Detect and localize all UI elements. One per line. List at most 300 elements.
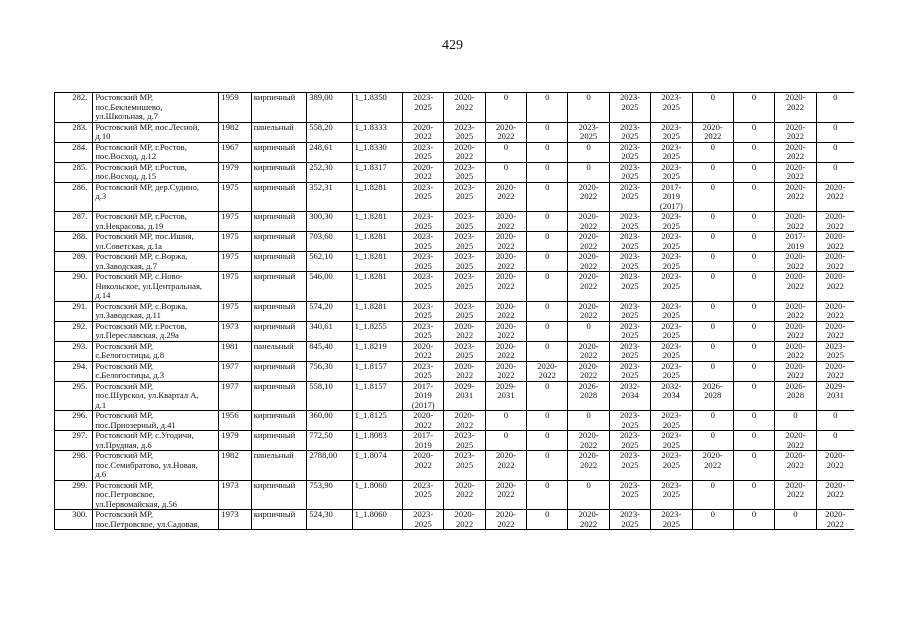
period-cell-line: 2022 <box>786 260 805 271</box>
period-cell-line: 0 <box>710 430 715 440</box>
table-row <box>55 381 855 411</box>
row-number: 299. <box>55 480 93 510</box>
period-cell-line: 0 <box>545 381 550 391</box>
period-cell <box>527 142 568 162</box>
period-cell-line: 0 <box>586 410 591 420</box>
period-cell-line: 2022 <box>826 260 844 271</box>
period-cell-line: 2022 <box>414 171 432 181</box>
row-number: 300. <box>55 510 93 530</box>
address-cell-line: пос.Восход, д.15 <box>95 171 157 181</box>
period-cell-line: 0 <box>710 142 715 152</box>
period-cell <box>609 142 650 162</box>
period-cell-line: 2022 <box>455 419 474 430</box>
period-cell-line: 2020- <box>785 182 806 192</box>
period-cell <box>568 361 609 381</box>
period-cell <box>527 122 568 142</box>
row-number: 298. <box>55 451 93 481</box>
period-cell <box>775 122 816 142</box>
period-cell-line: 0 <box>586 92 591 102</box>
period-cell-line: 2025 <box>621 330 639 340</box>
period-cell-line: 2020- <box>454 410 475 420</box>
period-cell <box>609 361 650 381</box>
period-cell-line: 2020- <box>495 341 516 351</box>
period-cell-line: 2023- <box>619 361 641 371</box>
period-cell-line: 2025 <box>662 310 680 320</box>
period-cell-line: 2023- <box>454 122 475 132</box>
period-cell <box>527 252 568 272</box>
period-cell-line: 0 <box>586 480 591 490</box>
period-cell-line: 2020- <box>454 509 475 519</box>
period-cell <box>692 162 733 182</box>
period-cell <box>609 93 650 123</box>
period-cell-line: 2023- <box>454 341 475 351</box>
period-cell <box>651 162 692 182</box>
year-cell: 1977 <box>219 361 251 381</box>
period-cell <box>568 142 609 162</box>
period-cell-line: 2022 <box>826 310 844 320</box>
period-cell-line: 2022 <box>786 191 805 201</box>
period-cell-line: 2025 <box>414 151 432 161</box>
period-cell-line: 2022 <box>786 370 805 380</box>
code-cell: 1_1.8219 <box>352 341 402 361</box>
period-cell-line: 2022 <box>455 330 474 340</box>
period-cell-line: 2022 <box>497 330 515 340</box>
period-cell-line: 2020- <box>413 162 434 172</box>
period-cell-line: 2023- <box>619 301 641 311</box>
period-cell <box>609 341 650 361</box>
period-cell-line: 2025 <box>455 131 474 141</box>
period-cell-line: 2034 <box>621 390 639 400</box>
period-cell <box>692 232 733 252</box>
code-cell: 1_1.8157 <box>352 361 402 381</box>
address-cell-line: Ростовский МР, <box>95 480 153 490</box>
period-cell-line: 2025 <box>662 489 680 499</box>
period-cell-line: 2025 <box>621 310 639 320</box>
period-cell-line: 0 <box>710 361 715 371</box>
period-cell-line: 0 <box>751 162 757 172</box>
address-cell-line: Ростовский МР, с.Ново- <box>95 271 183 281</box>
period-cell-line: 2025 <box>621 459 639 470</box>
period-cell <box>444 232 485 252</box>
period-cell-line: 2023- <box>661 162 682 172</box>
period-cell-line: 2025 <box>621 419 639 430</box>
period-cell-line: 0 <box>586 162 591 172</box>
period-cell <box>568 122 609 142</box>
code-cell: 1_1.8281 <box>352 232 402 252</box>
period-cell-line: 2025 <box>455 260 474 271</box>
period-cell-line: 2022 <box>786 330 805 340</box>
period-cell-line: 2025 <box>662 131 680 141</box>
period-cell-line: 2020- <box>495 480 516 490</box>
period-cell <box>775 301 816 321</box>
period-cell-line: 2023- <box>661 321 682 331</box>
period-cell <box>485 232 526 252</box>
row-number: 292. <box>55 321 93 341</box>
period-cell <box>651 301 692 321</box>
period-cell-line: 2022 <box>786 151 805 161</box>
period-cell-line: 0 <box>586 142 591 152</box>
material-cell: кирпичный <box>251 431 306 451</box>
period-cell <box>609 411 650 431</box>
period-cell <box>485 122 526 142</box>
period-cell <box>775 162 816 182</box>
period-cell-line: 0 <box>751 410 757 420</box>
period-cell <box>527 480 568 510</box>
table-body <box>55 93 855 530</box>
address-cell-line: с.Белогостицы, д.3 <box>95 370 165 380</box>
year-cell: 1981 <box>219 341 251 361</box>
period-cell <box>527 93 568 123</box>
material-cell: панельный <box>251 122 306 142</box>
period-cell <box>485 451 526 481</box>
period-cell-line: 2023- <box>661 271 682 281</box>
period-cell-line: 2020- <box>785 162 806 172</box>
period-cell-line: 2022 <box>826 240 844 251</box>
period-cell <box>816 301 854 321</box>
year-cell: 1975 <box>219 301 251 321</box>
period-cell <box>692 301 733 321</box>
period-cell-line: 0 <box>751 381 757 391</box>
year-cell: 1977 <box>219 381 251 411</box>
period-cell <box>527 341 568 361</box>
period-cell <box>485 182 526 212</box>
code-cell: 1_1.8060 <box>352 480 402 510</box>
table-row <box>55 411 855 431</box>
period-cell-line: 2022 <box>826 220 844 231</box>
period-cell-line: 2023- <box>578 122 599 132</box>
period-cell-line: 2031 <box>497 390 515 400</box>
period-cell <box>692 321 733 341</box>
period-cell-line: 0 <box>751 211 757 221</box>
period-cell-line: 2020- <box>495 231 516 241</box>
period-cell <box>651 232 692 252</box>
period-cell <box>692 93 733 123</box>
period-cell-line: 2017- <box>413 430 434 440</box>
year-cell: 1975 <box>219 232 251 252</box>
period-cell-line: 0 <box>710 271 715 281</box>
period-cell-line: 2020- <box>578 341 599 351</box>
period-cell-line: 0 <box>710 231 715 241</box>
row-number: 285. <box>55 162 93 182</box>
address-cell <box>93 93 219 123</box>
period-cell <box>651 411 692 431</box>
period-cell-line: 2020- <box>413 450 434 460</box>
period-cell <box>568 182 609 212</box>
row-number: 289. <box>55 252 93 272</box>
period-cell-line: 2025 <box>414 260 432 271</box>
period-cell-line: 2023- <box>661 122 682 132</box>
period-cell-line: 0 <box>833 410 838 420</box>
period-cell-line: 2019 <box>414 390 432 400</box>
period-cell-line: 2020- <box>495 122 516 132</box>
period-cell <box>444 252 485 272</box>
address-cell <box>93 212 219 232</box>
period-cell-line: 2025 <box>662 220 680 231</box>
period-cell <box>816 122 854 142</box>
period-cell-line: 2025 <box>662 101 680 112</box>
period-cell-line: 0 <box>751 480 757 490</box>
period-cell-line: 2034 <box>662 390 680 400</box>
period-cell-line: 2022 <box>580 220 598 231</box>
period-cell-line: 2022 <box>455 101 474 112</box>
period-cell-line: 2023- <box>413 182 434 192</box>
period-cell-line: 2023- <box>619 480 641 490</box>
period-cell <box>527 361 568 381</box>
period-cell-line: 2023- <box>413 301 434 311</box>
period-cell <box>651 122 692 142</box>
period-cell-line: 0 <box>710 182 715 192</box>
material-cell: кирпичный <box>251 252 306 272</box>
period-cell <box>527 510 568 530</box>
table-row <box>55 451 855 481</box>
period-cell-line: 2022 <box>826 280 844 291</box>
address-cell-line: Ростовский МР, г.Ростов, <box>95 211 187 221</box>
address-cell-line: пос.Петровское, <box>95 489 155 499</box>
period-cell-line: 2026- <box>702 381 723 391</box>
address-cell-line: пос.Беклемишево, <box>95 101 163 112</box>
period-cell <box>403 182 444 212</box>
period-cell <box>816 162 854 182</box>
address-cell-line: пос.Приозерный, д.41 <box>95 419 176 430</box>
period-cell-line: 0 <box>710 211 715 221</box>
period-cell-line: 0 <box>710 410 715 420</box>
period-cell <box>816 451 854 481</box>
period-cell-line: 2020- <box>825 509 846 519</box>
period-cell <box>816 381 854 411</box>
period-cell-line: 2023- <box>619 509 641 519</box>
period-cell <box>775 381 816 411</box>
period-cell <box>816 341 854 361</box>
year-cell: 1982 <box>219 122 251 142</box>
period-cell-line: 2022 <box>497 518 515 529</box>
period-cell-line: 2020- <box>702 122 723 132</box>
period-cell <box>609 212 650 232</box>
area-cell: 845,40 <box>307 341 352 361</box>
period-cell-line: 2025 <box>414 280 432 291</box>
period-cell <box>816 510 854 530</box>
address-cell <box>93 451 219 481</box>
period-cell <box>444 142 485 162</box>
period-cell-line: 2022 <box>497 191 515 201</box>
period-cell-line: 2025 <box>414 370 432 380</box>
period-cell-line: 2025 <box>414 191 432 201</box>
year-cell: 1975 <box>219 212 251 232</box>
period-cell <box>403 321 444 341</box>
period-cell-line: 2020- <box>454 92 475 102</box>
period-cell <box>651 381 692 411</box>
period-cell <box>775 451 816 481</box>
table-row <box>55 431 855 451</box>
period-cell-line: 2023- <box>413 251 434 261</box>
period-cell <box>444 182 485 212</box>
period-cell-line: 2020- <box>413 410 434 420</box>
address-cell-line: Ростовский МР, с.Воржа, <box>95 301 188 311</box>
period-cell <box>444 301 485 321</box>
period-cell <box>444 93 485 123</box>
period-cell <box>775 272 816 302</box>
code-cell: 1_1.8330 <box>352 142 402 162</box>
period-cell <box>444 510 485 530</box>
period-cell-line: 2022 <box>497 220 515 231</box>
address-cell-line: Ростовский МР, с.Воржа, <box>95 251 188 261</box>
address-cell <box>93 321 219 341</box>
period-cell <box>651 480 692 510</box>
table-row <box>55 510 855 530</box>
period-cell-line: 2029- <box>495 381 516 391</box>
code-cell: 1_1.8255 <box>352 321 402 341</box>
period-cell-line: 2025 <box>662 240 680 251</box>
period-cell-line: 2025 <box>455 240 474 251</box>
period-cell <box>485 411 526 431</box>
period-cell-line: 2020- <box>454 480 475 490</box>
period-cell <box>527 451 568 481</box>
code-cell: 1_1.8157 <box>352 381 402 411</box>
period-cell-line: 2022 <box>497 240 515 251</box>
period-cell-line: 2025 <box>621 370 639 380</box>
row-number: 282. <box>55 93 93 123</box>
period-cell <box>444 321 485 341</box>
period-cell-line: 2023- <box>454 430 475 440</box>
period-cell-line: 2020- <box>578 361 599 371</box>
period-cell <box>733 232 774 252</box>
period-cell-line: 2022 <box>580 370 598 380</box>
area-cell: 562,10 <box>307 252 352 272</box>
address-cell-line: Ростовский МР, <box>95 410 153 420</box>
period-cell <box>403 232 444 252</box>
area-cell: 389,00 <box>307 93 352 123</box>
period-cell <box>733 381 774 411</box>
period-cell <box>568 162 609 182</box>
period-cell-line: 2020- <box>454 142 475 152</box>
period-cell <box>485 252 526 272</box>
period-cell <box>609 301 650 321</box>
period-cell-line: 2022 <box>580 310 598 320</box>
period-cell <box>816 232 854 252</box>
period-cell-line: 0 <box>545 251 550 261</box>
address-cell-line: д.14 <box>95 290 111 300</box>
period-cell <box>692 361 733 381</box>
code-cell: 1_1.8125 <box>352 411 402 431</box>
address-cell-line: Ростовский МР, <box>95 509 153 519</box>
address-cell-line: пос.Шурскол, ул.Квартал А, <box>95 390 199 400</box>
period-cell <box>692 411 733 431</box>
code-cell: 1_1.8350 <box>352 93 402 123</box>
area-cell: 352,31 <box>307 182 352 212</box>
period-cell-line: 2023- <box>661 142 682 152</box>
period-cell-line: 2022 <box>455 151 474 161</box>
year-cell: 1982 <box>219 451 251 481</box>
address-cell-line: Ростовский МР, г.Ростов, <box>95 321 187 331</box>
period-cell-line: 2020- <box>578 450 599 460</box>
code-cell: 1_1.8281 <box>352 272 402 302</box>
material-cell: кирпичный <box>251 182 306 212</box>
area-cell: 524,30 <box>307 510 352 530</box>
period-cell <box>733 301 774 321</box>
period-cell-line: 2023- <box>661 301 682 311</box>
period-cell-line: 2029- <box>825 381 846 391</box>
period-cell-line: 0 <box>710 162 715 172</box>
period-cell-line: 2022 <box>786 350 805 360</box>
period-cell-line: 2023- <box>619 271 641 281</box>
period-cell-line: 0 <box>503 92 509 102</box>
period-cell-line: 2023- <box>661 410 682 420</box>
period-cell-line: 2023- <box>413 321 434 331</box>
year-cell: 1975 <box>219 182 251 212</box>
period-cell-line: 2025 <box>662 151 680 161</box>
material-cell: кирпичный <box>251 411 306 431</box>
period-cell-line: 2023- <box>619 430 641 440</box>
period-cell-line: 2020- <box>495 509 516 519</box>
period-cell-line: 2020- <box>413 122 434 132</box>
period-cell <box>444 451 485 481</box>
year-cell: 1975 <box>219 252 251 272</box>
period-cell <box>568 301 609 321</box>
period-cell-line: 0 <box>710 509 715 519</box>
period-cell-line: 0 <box>833 92 838 102</box>
row-number: 296. <box>55 411 93 431</box>
address-cell <box>93 480 219 510</box>
period-cell <box>527 411 568 431</box>
table-row <box>55 122 855 142</box>
area-cell: 574,20 <box>307 301 352 321</box>
period-cell-line: 2023- <box>413 480 434 490</box>
period-cell <box>403 301 444 321</box>
period-cell-line: 0 <box>751 509 757 519</box>
period-cell-line: 2020- <box>825 450 846 460</box>
period-cell <box>775 212 816 232</box>
period-cell <box>444 411 485 431</box>
address-cell-line: Ростовский МР, дер.Судино, <box>95 182 200 192</box>
period-cell-line: 2022 <box>826 330 844 340</box>
period-cell <box>609 321 650 341</box>
address-cell-line: Ростовский МР, пос.Лесной, <box>95 122 200 132</box>
period-cell <box>775 182 816 212</box>
address-cell <box>93 341 219 361</box>
period-cell-line: 0 <box>751 430 757 440</box>
period-cell-line: 2025 <box>455 350 474 360</box>
area-cell: 558,10 <box>307 381 352 411</box>
period-cell <box>775 232 816 252</box>
period-cell <box>485 142 526 162</box>
period-cell-line: 0 <box>710 321 715 331</box>
period-cell-line: 2025 <box>455 191 474 201</box>
period-cell-line: 2029- <box>454 381 475 391</box>
period-cell-line: 2020- <box>785 92 806 102</box>
table-row <box>55 252 855 272</box>
period-cell-line: 2020- <box>578 231 599 241</box>
year-cell: 1959 <box>219 93 251 123</box>
area-cell: 248,61 <box>307 142 352 162</box>
period-cell-line: 2022 <box>704 459 722 470</box>
address-cell <box>93 411 219 431</box>
period-cell-line: 2025 <box>621 518 639 529</box>
period-cell <box>527 301 568 321</box>
period-cell-line: 2025 <box>621 220 639 231</box>
period-cell-line: 2023- <box>619 251 641 261</box>
area-cell: 300,30 <box>307 212 352 232</box>
area-cell: 558,20 <box>307 122 352 142</box>
address-cell <box>93 301 219 321</box>
period-cell-line: 0 <box>545 211 550 221</box>
period-cell <box>733 272 774 302</box>
period-cell-line: 2025 <box>662 370 680 380</box>
period-cell-line: 2031 <box>826 390 844 400</box>
period-cell-line: 2023- <box>454 301 475 311</box>
address-cell-line: с.Белогостицы, д.8 <box>95 350 165 360</box>
period-cell <box>651 361 692 381</box>
period-cell <box>444 272 485 302</box>
period-cell <box>733 212 774 232</box>
